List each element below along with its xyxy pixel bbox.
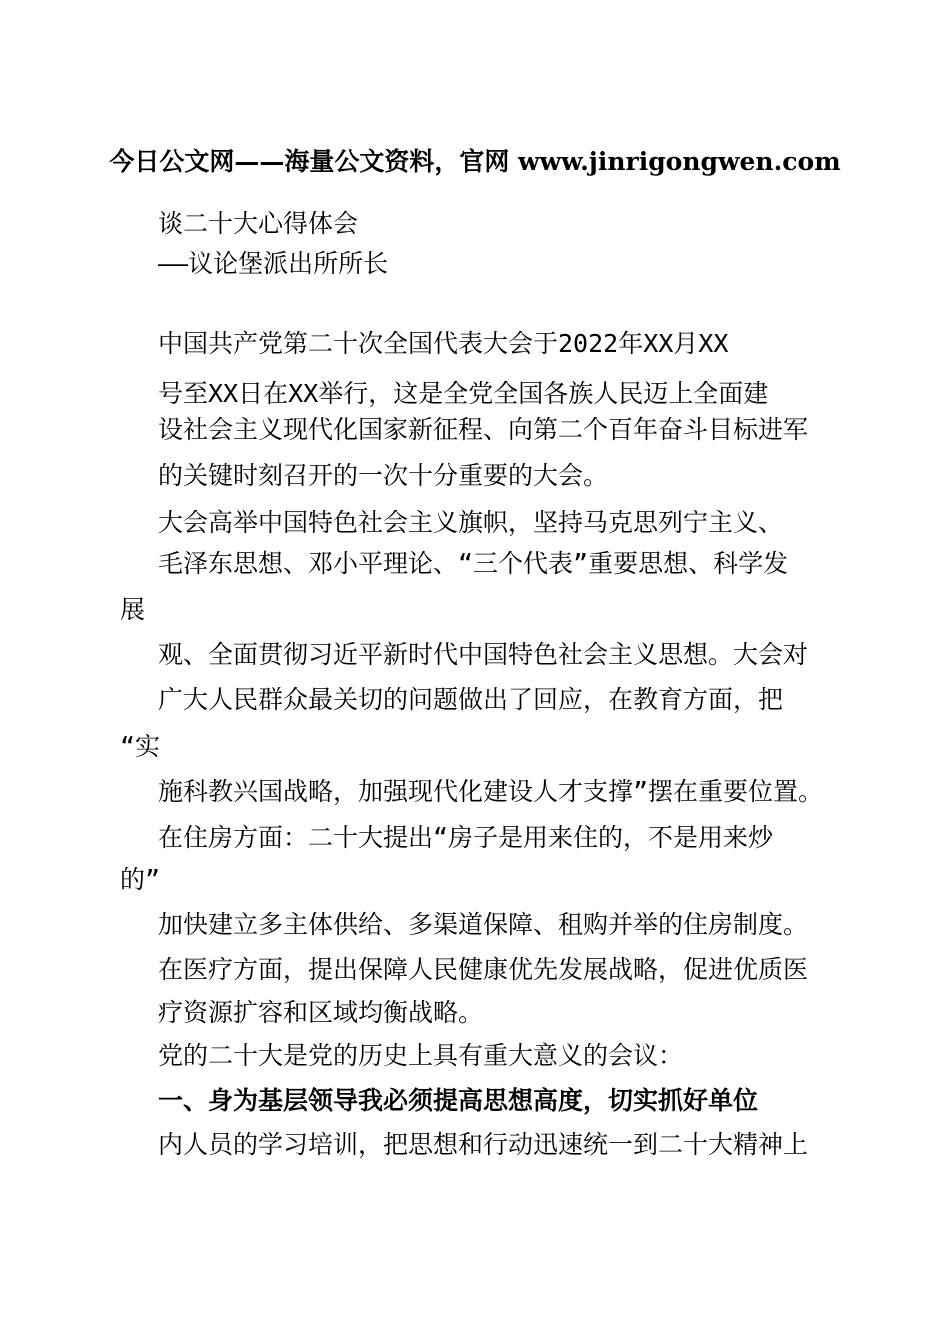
text-line: 加快建立多主体供给、多渠道保障、租购并举的住房制度。 [158, 910, 809, 939]
text-line: 大会高举中国特色社会主义旗帜，坚持马克思列宁主义、 [158, 508, 784, 537]
text-line: 广大人民群众最关切的问题做出了回应，在教育方面，把 [158, 685, 784, 714]
text-line: 内人员的学习培训，把思想和行动迅速统一到二十大精神上 [158, 1130, 809, 1159]
text-line: 在医疗方面，提出保障人民健康优先发展战略，促进优质医 [158, 955, 809, 984]
article-title: 谈二十大心得体会 [158, 209, 359, 238]
text-line: 施科教兴国战略，加强现代化建设人才支撑”摆在重要位置。 [158, 777, 824, 806]
text-line: 中国共产党第二十次全国代表大会于2022年XX月XX [158, 329, 729, 358]
site-header: 今日公文网——海量公文资料，官网 www.jinrigongwen.com [109, 147, 841, 176]
text-line: 疗资源扩容和区域均衡战略。 [158, 998, 484, 1027]
text-line: 的关键时刻召开的一次十分重要的大会。 [158, 461, 609, 490]
text-line: 设社会主义现代化国家新征程、向第二个百年奋斗目标进军 [158, 415, 809, 444]
text-line: 党的二十大是党的历史上具有重大意义的会议： [158, 1041, 684, 1070]
text-line: 号至XX日在XX举行，这是全党全国各族人民迈上全面建 [158, 379, 769, 408]
section-heading: 一、身为基层领导我必须提高思想高度，切实抓好单位 [158, 1086, 759, 1115]
text-line: “实 [120, 732, 161, 761]
text-line: 的” [120, 865, 161, 894]
text-line: 展 [120, 595, 146, 624]
text-line: 观、全面贯彻习近平新时代中国特色社会主义思想。大会对 [158, 640, 809, 669]
text-line: 在住房方面：二十大提出“房子是用来住的，不是用来炒 [158, 823, 774, 852]
text-line: 毛泽东思想、邓小平理论、“三个代表”重要思想、科学发 [158, 549, 789, 578]
article-author-line: ——议论堡派出所所长 [158, 249, 389, 278]
